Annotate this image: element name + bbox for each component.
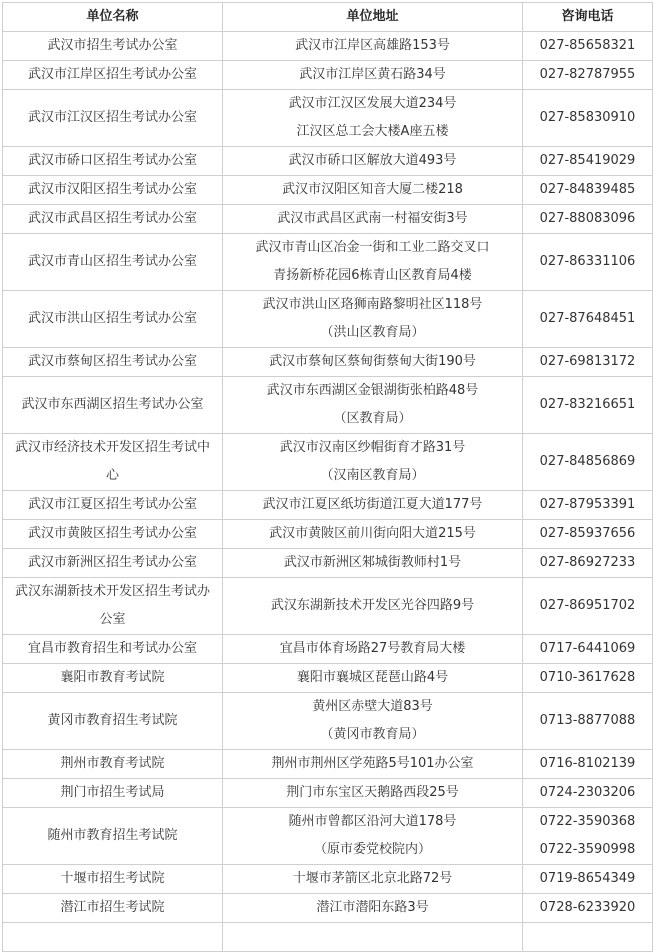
unit-address-cell <box>223 693 523 750</box>
unit-name-cell-line: 武汉市经济技术开发区招生考试中 <box>14 440 210 455</box>
phone-cell-line: 027-85419029 <box>539 153 636 168</box>
phone-cell-line: 0722-3590998 <box>539 842 636 857</box>
unit-name-cell-line: 武汉市江汉区招生考试办公室 <box>27 110 197 125</box>
unit-address-cell-line: 武汉市东西湖区金银湖街张柏路48号 <box>266 383 479 398</box>
phone-cell-line: 0716-8102139 <box>539 756 636 771</box>
table-row <box>3 205 653 234</box>
unit-name-cell <box>3 578 223 635</box>
unit-name-cell <box>3 32 223 61</box>
unit-address-cell-line: 青扬新桥花园6栋青山区教育局4楼 <box>273 268 472 283</box>
unit-address-cell-line: 随州市曾都区沿河大道178号 <box>288 814 457 829</box>
phone-cell <box>523 291 653 348</box>
header-address: 单位地址 <box>223 3 523 32</box>
unit-address-cell <box>223 32 523 61</box>
phone-cell <box>523 234 653 291</box>
table-row <box>3 176 653 205</box>
header-row <box>3 3 653 32</box>
table-row <box>3 894 653 923</box>
table-row <box>3 90 653 147</box>
unit-address-cell-line: 江汉区总工会大楼A座五楼 <box>296 124 449 139</box>
unit-name-cell-line: 襄阳市教育考试院 <box>60 670 165 685</box>
unit-address-cell-line: 武汉市洪山区珞狮南路黎明社区118号 <box>262 297 483 312</box>
unit-name-cell-line: 武汉市蔡甸区招生考试办公室 <box>27 354 197 369</box>
unit-address-cell-line: （黄冈市教育局） <box>320 727 425 742</box>
unit-address-cell-line: 潜江市潜阳东路3号 <box>316 900 429 915</box>
unit-name-cell-line: 心 <box>105 468 119 483</box>
phone-cell <box>523 176 653 205</box>
unit-name-cell-line: 武汉市武昌区招生考试办公室 <box>27 211 197 226</box>
table-row <box>3 520 653 549</box>
phone-cell <box>523 205 653 234</box>
phone-cell <box>523 750 653 779</box>
unit-address-cell-line: 武汉市江夏区纸坊街道江夏大道177号 <box>262 497 483 512</box>
phone-cell-line: 027-87648451 <box>539 311 636 326</box>
phone-cell-line: 0722-3590368 <box>539 814 636 829</box>
unit-address-cell-line: 武汉市硚口区解放大道493号 <box>288 153 457 168</box>
unit-name-cell-line: 十堰市招生考试院 <box>60 871 165 886</box>
unit-address-cell-line: 武汉市黄陂区前川街向阳大道215号 <box>269 526 476 541</box>
phone-cell <box>523 520 653 549</box>
unit-name-cell-line: 潜江市招生考试院 <box>60 900 165 915</box>
unit-address-cell-line: 武汉市江岸区高雄路153号 <box>295 38 450 53</box>
unit-address-cell <box>223 377 523 434</box>
unit-address-cell-line: （汉南区教育局） <box>320 468 425 483</box>
unit-address-cell-line: 宜昌市体育场路27号教育局大楼 <box>279 641 466 656</box>
phone-cell-line: 0719-8654349 <box>539 871 636 886</box>
unit-address-cell-line: 武汉市新洲区邾城街教师村1号 <box>283 555 462 570</box>
unit-name-cell-line: 随州市教育招生考试院 <box>47 828 178 843</box>
unit-name-cell <box>3 779 223 808</box>
phone-cell-line: 027-87953391 <box>539 497 636 512</box>
unit-name-cell-line: 武汉市江夏区招生考试办公室 <box>27 497 197 512</box>
unit-name-cell <box>3 635 223 664</box>
phone-cell-line: 0710-3617628 <box>539 670 636 685</box>
phone-cell-line: 0717-6441069 <box>539 641 636 656</box>
phone-cell-line: 027-86951702 <box>539 598 636 613</box>
table-row <box>3 291 653 348</box>
table-row <box>3 923 653 952</box>
unit-address-cell-line: 武汉东湖新技术开发区光谷四路9号 <box>270 598 475 613</box>
unit-name-cell-line: 武汉市新洲区招生考试办公室 <box>27 555 197 570</box>
unit-name-cell-line: 武汉市东西湖区招生考试办公室 <box>21 397 204 412</box>
table-row <box>3 234 653 291</box>
unit-address-cell <box>223 61 523 90</box>
phone-cell <box>523 377 653 434</box>
unit-address-cell <box>223 664 523 693</box>
unit-address-cell <box>223 779 523 808</box>
unit-address-cell <box>223 234 523 291</box>
phone-cell <box>523 865 653 894</box>
phone-cell-line: 027-84856869 <box>539 454 636 469</box>
table-row <box>3 549 653 578</box>
unit-address-cell <box>223 205 523 234</box>
unit-name-cell <box>3 750 223 779</box>
unit-address-cell-line: 荆门市东宝区天鹅路西段25号 <box>286 785 459 800</box>
unit-address-cell <box>223 894 523 923</box>
unit-address-cell-line: 武汉市青山区冶金一街和工业二路交叉口 <box>255 240 490 255</box>
phone-cell <box>523 923 653 952</box>
unit-address-cell <box>223 635 523 664</box>
unit-name-cell <box>3 291 223 348</box>
unit-name-cell <box>3 693 223 750</box>
phone-cell-line: 0724-2303206 <box>539 785 636 800</box>
phone-cell-line: 027-69813172 <box>539 354 636 369</box>
unit-name-cell <box>3 491 223 520</box>
unit-name-cell <box>3 90 223 147</box>
phone-cell <box>523 808 653 865</box>
phone-cell-line: 027-86331106 <box>539 254 636 269</box>
unit-address-cell-line: 武汉市汉阳区知音大厦二楼218 <box>282 182 463 197</box>
unit-name-cell-line: 武汉市青山区招生考试办公室 <box>27 254 197 269</box>
unit-address-cell <box>223 865 523 894</box>
unit-name-cell <box>3 923 223 952</box>
table-row <box>3 664 653 693</box>
unit-name-cell <box>3 234 223 291</box>
unit-name-cell-line: 武汉市汉阳区招生考试办公室 <box>27 182 197 197</box>
header-name: 单位名称 <box>3 3 223 32</box>
unit-name-cell-line: 武汉市招生考试办公室 <box>47 38 178 53</box>
phone-cell-line: 027-85658321 <box>539 38 636 53</box>
unit-name-cell-line: 武汉市洪山区招生考试办公室 <box>27 311 197 326</box>
phone-cell <box>523 32 653 61</box>
unit-address-cell-line: 襄阳市襄城区琵琶山路4号 <box>296 670 449 685</box>
phone-cell <box>523 491 653 520</box>
phone-cell <box>523 779 653 808</box>
unit-address-cell <box>223 549 523 578</box>
unit-name-cell <box>3 61 223 90</box>
unit-address-cell-line: 武汉市江汉区发展大道234号 <box>288 96 457 111</box>
unit-address-cell <box>223 491 523 520</box>
phone-cell-line: 027-84839485 <box>539 182 636 197</box>
table-row <box>3 61 653 90</box>
phone-cell <box>523 147 653 176</box>
unit-address-cell <box>223 291 523 348</box>
table-row <box>3 491 653 520</box>
phone-cell-line: 0728-6233920 <box>539 900 636 915</box>
unit-address-cell <box>223 348 523 377</box>
unit-address-cell-line: 荆州市荆州区学苑路5号101办公室 <box>271 756 474 771</box>
unit-name-cell <box>3 894 223 923</box>
phone-cell-line: 027-88083096 <box>539 211 636 226</box>
phone-cell <box>523 348 653 377</box>
table-row <box>3 434 653 491</box>
unit-address-cell-line: 武汉市汉南区纱帽街育才路31号 <box>279 440 466 455</box>
phone-cell <box>523 693 653 750</box>
unit-address-cell <box>223 90 523 147</box>
unit-name-cell <box>3 377 223 434</box>
phone-cell <box>523 61 653 90</box>
phone-cell <box>523 635 653 664</box>
unit-address-cell <box>223 434 523 491</box>
unit-name-cell <box>3 808 223 865</box>
table-row <box>3 147 653 176</box>
phone-cell <box>523 434 653 491</box>
phone-cell <box>523 894 653 923</box>
unit-name-cell-line: 荆门市招生考试局 <box>60 785 165 800</box>
header-phone: 咨询电话 <box>523 3 653 32</box>
unit-address-cell <box>223 808 523 865</box>
unit-name-cell <box>3 520 223 549</box>
unit-name-cell-line: 武汉市黄陂区招生考试办公室 <box>27 526 197 541</box>
phone-cell-line: 027-83216651 <box>539 397 636 412</box>
phone-cell <box>523 549 653 578</box>
unit-name-cell <box>3 664 223 693</box>
table-row <box>3 750 653 779</box>
unit-name-cell <box>3 434 223 491</box>
unit-name-cell-line: 宜昌市教育招生和考试办公室 <box>27 641 197 656</box>
unit-name-cell <box>3 176 223 205</box>
unit-name-cell <box>3 549 223 578</box>
unit-name-cell <box>3 348 223 377</box>
table-body <box>3 32 653 952</box>
phone-cell <box>523 90 653 147</box>
unit-name-cell <box>3 147 223 176</box>
unit-address-cell-line: 武汉市江岸区黄石路34号 <box>299 67 446 82</box>
unit-name-cell-line: 武汉东湖新技术开发区招生考试办 <box>14 584 210 599</box>
unit-address-cell-line: （洪山区教育局） <box>320 325 425 340</box>
contact-table <box>2 2 653 952</box>
unit-address-cell <box>223 578 523 635</box>
table-row <box>3 32 653 61</box>
unit-address-cell-line: 武汉市武昌区武南一村福安街3号 <box>277 211 468 226</box>
unit-name-cell-line: 武汉市硚口区招生考试办公室 <box>27 153 197 168</box>
phone-cell <box>523 664 653 693</box>
phone-cell <box>523 578 653 635</box>
phone-cell-line: 027-86927233 <box>539 555 636 570</box>
unit-name-cell-line: 黄冈市教育招生考试院 <box>47 713 178 728</box>
unit-address-cell-line: 黄州区赤壁大道83号 <box>312 699 433 714</box>
unit-address-cell-line: 十堰市茅箭区北京北路72号 <box>292 871 453 886</box>
unit-address-cell-line: （区教育局） <box>333 411 412 426</box>
unit-address-cell-line: 武汉市蔡甸区蔡甸街蔡甸大街190号 <box>269 354 476 369</box>
unit-name-cell-line: 公室 <box>99 612 126 627</box>
table-row <box>3 865 653 894</box>
unit-name-cell <box>3 865 223 894</box>
table-row <box>3 377 653 434</box>
table-row <box>3 779 653 808</box>
unit-address-cell <box>223 750 523 779</box>
unit-name-cell-line: 荆州市教育考试院 <box>60 756 165 771</box>
unit-name-cell <box>3 205 223 234</box>
unit-address-cell <box>223 176 523 205</box>
phone-cell-line: 027-82787955 <box>539 67 636 82</box>
table-row <box>3 348 653 377</box>
table-row <box>3 808 653 865</box>
unit-address-cell <box>223 147 523 176</box>
table-row <box>3 578 653 635</box>
unit-address-cell <box>223 923 523 952</box>
table-row <box>3 693 653 750</box>
unit-name-cell-line: 武汉市江岸区招生考试办公室 <box>27 67 197 82</box>
unit-address-cell-line: （原市委党校院内） <box>313 842 431 857</box>
phone-cell-line: 0713-8877088 <box>539 713 636 728</box>
table-row <box>3 635 653 664</box>
phone-cell-line: 027-85937656 <box>539 526 636 541</box>
unit-address-cell <box>223 520 523 549</box>
phone-cell-line: 027-85830910 <box>539 110 636 125</box>
